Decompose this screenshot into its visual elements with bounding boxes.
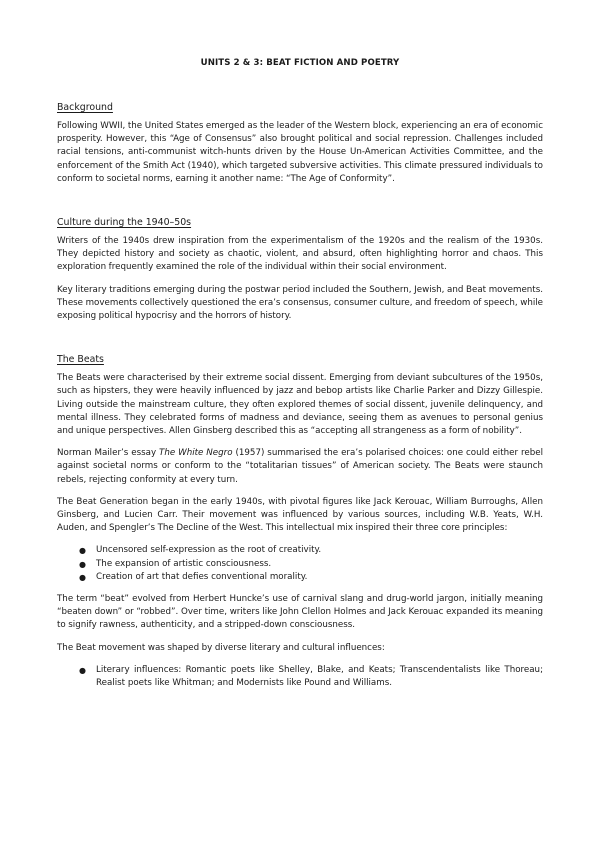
bullet-icon: ● (79, 559, 86, 569)
paragraph: The Beat Generation began in the early 1940s, with pivotal figures like Jack Kerouac, William Burroughs, Allen Ginsberg, and Lucien Carr. Their movement was influenced by various sources, including W.B. Yeats, W.H. Auden, and Spengler’s The Decline of the West. This intellectual mix inspired their three core principles: (57, 496, 543, 534)
influences-list (57, 664, 543, 690)
paragraph (57, 447, 543, 487)
list-item (79, 571, 543, 584)
section-background (57, 102, 543, 186)
bullet-icon: ● (79, 572, 86, 582)
list-item-text: Literary influences: Romantic poets like Shelley, Blake, and Keats; Transcendentalists like Thoreau; Realist poets like Whitman; and Modernists like Pound and Williams. (96, 664, 543, 689)
paragraph: Key literary traditions emerging during the postwar period included the Southern, Jewish, and Beat movements. These movements collectively questioned the era’s consensus, consumer culture, and freedom of speech, while exposing political hypocrisy and the horrors of history. (57, 284, 544, 322)
section-culture (57, 217, 543, 323)
list-item (79, 544, 543, 557)
list-item-text: Uncensored self-expression as the root of creativity. (96, 545, 322, 556)
page-title: UNITS 2 & 3: BEAT FICTION AND POETRY (200, 58, 400, 68)
text-run: (1957) summarised the era’s polarised choices: one could either rebel against societal norms or conform to the “totalitarian tissues” of American society. The Beats were staunch rebels, rejecting conformity at every turn. (57, 448, 543, 485)
text-run: Norman Mailer’s essay (57, 448, 160, 459)
paragraph: Following WWII, the United States emerged as the leader of the Western block, experiencing an era of economic prosperity. However, this “Age of Consensus” also brought political and social repression. Challenges included racial tensions, anti-communist witch-hunts driven by the House Un-American Activities Committee, and the enforcement of the Smith Act (1940), which targeted subversive activities. This climate pressured individuals to conform to societal norms, earning it another name: “The Age of Conformity”. (57, 121, 543, 184)
paragraph: Writers of the 1940s drew inspiration from the experimentalism of the 1920s and the realism of the 1930s. They depicted history and society as chaotic, violent, and absurd, often highlighting horror and chaos. This exploration frequently examined the role of the individual within their social environment. (57, 236, 543, 273)
bullet-icon: ● (79, 665, 86, 675)
paragraph: The term “beat” evolved from Herbert Huncke’s use of carnival slang and drug-world jargon, initially meaning “beaten down” or “robbed”. Over time, writers like John Clellon Holmes and Jack Kerouac expanded its meaning to signify rawness, authenticity, and a stripped-down consciousness. (57, 594, 543, 631)
list-item (79, 558, 543, 571)
paragraph: The Beat movement was shaped by diverse literary and cultural influences: (57, 642, 385, 653)
list-item-text: The expansion of artistic consciousness. (96, 558, 272, 569)
list-item (79, 664, 543, 690)
heading-background: Background (57, 102, 113, 113)
paragraph: The Beats were characterised by their extreme social dissent. Emerging from deviant subcultures of the 1950s, such as hipsters, they were heavily influenced by jazz and bebop artists like Charlie Parker and Dizzy Gillespie. Living outside the mainstream culture, they often explored themes of social dissent, juvenile delinquency, and mental illness. They celebrated forms of madness and deviance, seeing them as avenues to personal genius and unique perspectives. Allen Ginsberg described this as “accepting all strangeness as a form of nobility”. (57, 373, 543, 437)
bullet-icon: ● (79, 546, 86, 556)
book-title: The White Negro (159, 448, 233, 459)
list-item-text: Creation of art that defies conventional morality. (96, 571, 308, 582)
heading-the-beats: The Beats (57, 354, 104, 366)
section-beats (57, 354, 543, 690)
principles-list (57, 544, 543, 584)
heading-culture: Culture during the 1940–50s (57, 217, 192, 229)
